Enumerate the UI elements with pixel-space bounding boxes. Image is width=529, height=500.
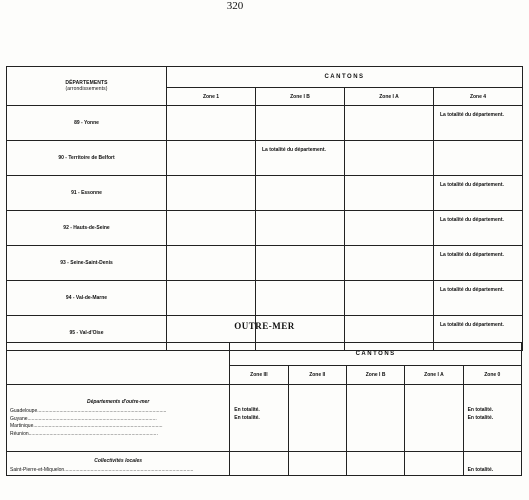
zone-header-3: Zone III xyxy=(230,366,288,385)
departements-header-subtitle: (arrondissements) xyxy=(65,86,108,92)
zone-cell xyxy=(256,106,345,141)
zone-cell xyxy=(434,141,523,176)
outre-mer-zones-table xyxy=(6,342,522,476)
zone-cell xyxy=(256,281,345,316)
zone-cell: La totalité du département. xyxy=(434,246,523,281)
zone-cell xyxy=(256,246,345,281)
zone-1a-cell xyxy=(405,452,463,476)
zone-value: En totalité. xyxy=(234,414,260,421)
zone-cell xyxy=(345,176,434,211)
zone-cell xyxy=(345,246,434,281)
table-row xyxy=(7,106,523,141)
zone-cell: La totalité du département. xyxy=(434,106,523,141)
list-item: Martinique............................................................................................. xyxy=(10,423,163,429)
zone-header-4: Zone 4 xyxy=(434,88,523,106)
zone-cell: La totalité du département. xyxy=(434,281,523,316)
zone-value: En totalité. xyxy=(467,467,494,473)
zone-cell xyxy=(345,106,434,141)
zone-header-1: Zone 1 xyxy=(167,88,256,106)
zone-1a-cell xyxy=(405,385,463,452)
zone-header-0: Zone 0 xyxy=(463,366,521,385)
zone-1b-cell xyxy=(346,385,404,452)
zone-2-cell xyxy=(288,385,346,452)
zone-cell xyxy=(345,281,434,316)
zone-header-1b: Zone I B xyxy=(256,88,345,106)
collectivites-group-cell xyxy=(7,452,230,476)
list-item: Guadeloupe............................................................................................. xyxy=(10,408,167,414)
table-row xyxy=(7,141,523,176)
zone-0-cell xyxy=(463,385,521,452)
group-title: Départements d'outre-mer xyxy=(86,399,150,405)
cantons-header: CANTONS xyxy=(167,67,523,88)
zone-1b-cell xyxy=(346,452,404,476)
blank-header-cell xyxy=(7,343,230,385)
zone-cell xyxy=(167,246,256,281)
table-row xyxy=(7,211,523,246)
zone-cell xyxy=(167,281,256,316)
zone-cell xyxy=(256,176,345,211)
dept-name: 91 - Essonne xyxy=(7,176,167,211)
zone-cell xyxy=(345,211,434,246)
zone-value: En totalité. xyxy=(234,407,260,413)
zone-cell: La totalité du département. xyxy=(434,316,523,351)
group-title: Collectivités locales xyxy=(94,458,143,464)
dept-name: 92 - Hauts-de-Seine xyxy=(7,211,167,246)
dept-name: 89 - Yonne xyxy=(7,106,167,141)
departements-header xyxy=(7,67,167,106)
zone-cell: La totalité du département. xyxy=(434,211,523,246)
table-row xyxy=(7,452,522,476)
list-item: Saint-Pierre-et-Miquelon............................................................................................. xyxy=(10,467,194,473)
list-item: Réunion............................................................................................. xyxy=(10,430,158,437)
zone-cell xyxy=(345,141,434,176)
metropole-zones-table xyxy=(6,66,523,351)
zone-cell: La totalité du département. xyxy=(256,141,345,176)
zone-3-cell xyxy=(230,452,288,476)
dept-name: 94 - Val-de-Marne xyxy=(7,281,167,316)
zone-header-1b: Zone I B xyxy=(346,366,404,385)
zone-header-2: Zone II xyxy=(288,366,346,385)
dept-name: 93 - Seine-Saint-Denis xyxy=(7,246,167,281)
zone-0-cell xyxy=(463,452,521,476)
zone-cell xyxy=(256,211,345,246)
zone-value: En totalité. xyxy=(467,414,494,421)
list-item: Guyane............................................................................................. xyxy=(10,415,157,422)
zone-cell xyxy=(167,106,256,141)
table-row xyxy=(7,246,523,281)
table-row xyxy=(7,281,523,316)
zone-cell xyxy=(167,211,256,246)
dom-group-cell xyxy=(7,385,230,452)
dept-name: 90 - Territoire de Belfort xyxy=(7,141,167,176)
departements-header-title: DÉPARTEMENTS xyxy=(65,80,108,86)
table-row xyxy=(7,176,523,211)
page-number: 320 xyxy=(226,0,244,12)
zone-3-cell xyxy=(230,385,288,452)
table-row xyxy=(7,385,522,452)
zone-value: En totalité. xyxy=(467,407,494,413)
outre-mer-title: OUTRE-MER xyxy=(234,321,295,331)
zone-cell: La totalité du département. xyxy=(434,176,523,211)
zone-header-1a: Zone I A xyxy=(345,88,434,106)
zone-2-cell xyxy=(288,452,346,476)
zone-header-1a: Zone I A xyxy=(405,366,463,385)
cantons-header: CANTONS xyxy=(230,343,522,366)
dept-name: 95 - Val-d'Oise xyxy=(7,316,167,351)
zone-cell xyxy=(167,141,256,176)
zone-cell xyxy=(167,176,256,211)
